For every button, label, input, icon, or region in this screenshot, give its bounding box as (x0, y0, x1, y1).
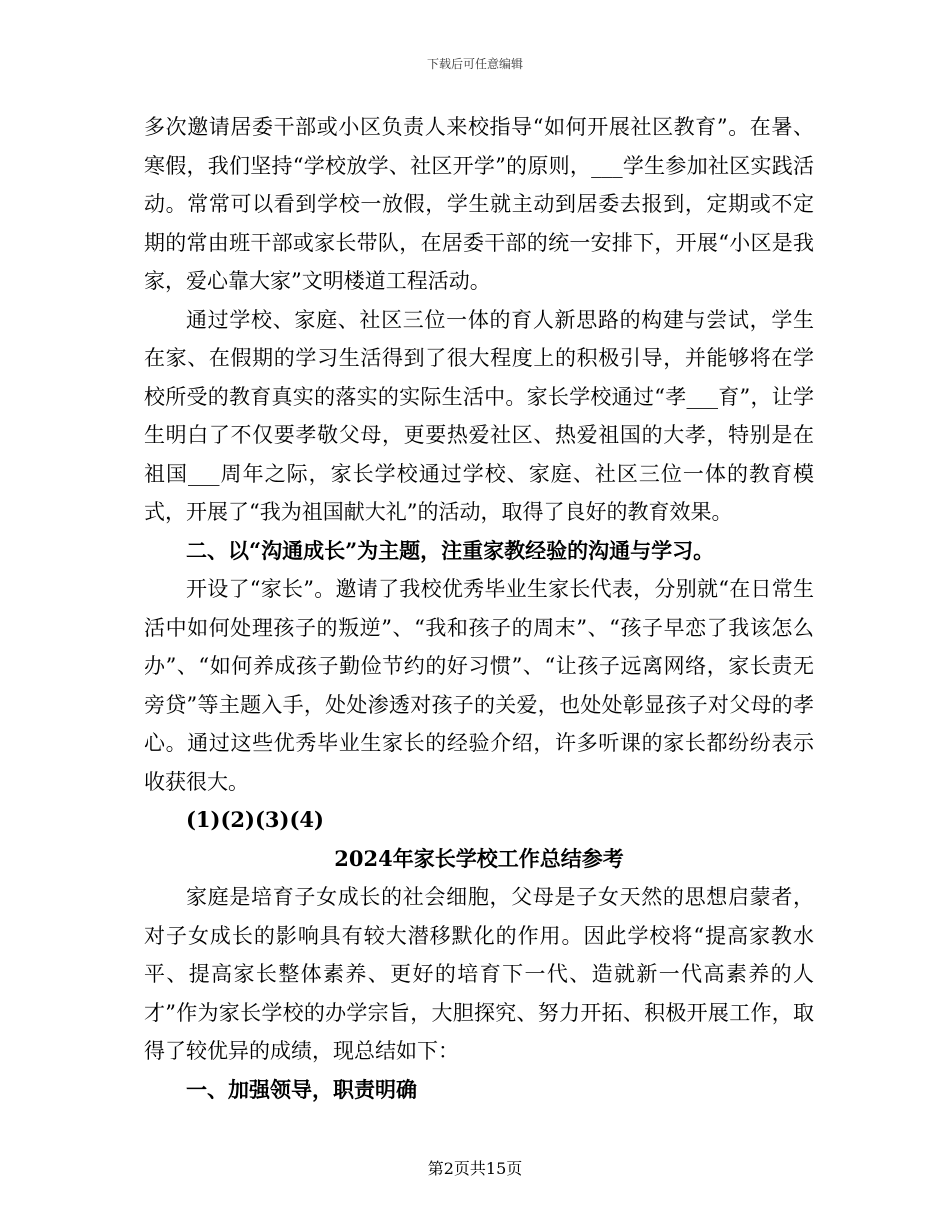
paragraph-community-activities: 多次邀请居委干部或小区负责人来校指导“如何开展社区教育”。在暑、寒假，我们坚持“学校放学、社区开学”的原则，___学生参加社区实践活动。常常可以看到学校一放假，学生就主动到居委去报到，定期或不定期的常由班干部或家长带队，在居委干部的统一安排下，开展“小区是我家，爱心靠大家”文明楼道工程活动。 (144, 115, 814, 293)
section-heading-communication: 二、以“沟通成长”为主题，注重家教经验的沟通与学习。 (186, 537, 715, 563)
paragraph-three-in-one: 通过学校、家庭、社区三位一体的育人新思路的构建与尝试，学生在家、在假期的学习生活得到了很大程度上的积极引导，并能够将在学校所受的教育真实的落实的实际生活中。家长学校通过“孝___育”，让学生明白了不仅要孝敬父母，更要热爱社区、热爱祖国的大孝，特别是在祖国___周年之际，家长学校通过学校、家庭、社区三位一体的教育模式，开展了“我为祖国献大礼”的活动，取得了良好的教育效果。 (144, 307, 814, 524)
list-markers: (1)(2)(3)(4) (186, 807, 324, 832)
paragraph-introduction: 家庭是培育子女成长的社会细胞，父母是子女天然的思想启蒙者，对子女成长的影响具有较大潜移默化的作用。因此学校将“提高家教水平、提高家长整体素养、更好的培育下一代、造就新一代高素养的人才”作为家长学校的办学宗旨，大胆探究、努力开拓、积极开展工作，取得了较优异的成绩，现总结如下： (144, 885, 814, 1063)
paragraph-parent-lectures: 开设了“家长”。邀请了我校优秀毕业生家长代表，分别就“在日常生活中如何处理孩子的叛逆”、“我和孩子的周末”、“孩子早恋了我该怎么办”、“如何养成孩子勤俭节约的好习惯”、“让孩子远离网络，家长责无旁贷”等主题入手，处处渗透对孩子的关爱，也处处彰显孩子对父母的孝心。通过这些优秀毕业生家长的经验介绍，许多听课的家长都纷纷表示收获很大。 (144, 577, 814, 794)
page-number: 第2页共15页 (427, 1159, 523, 1178)
document-body (144, 108, 814, 1109)
download-note: 下载后可任意编辑 (426, 57, 523, 71)
section-heading-leadership: 一、加强领导，职责明确 (186, 1076, 417, 1102)
document-title: 2024年家长学校工作总结参考 (334, 845, 624, 871)
